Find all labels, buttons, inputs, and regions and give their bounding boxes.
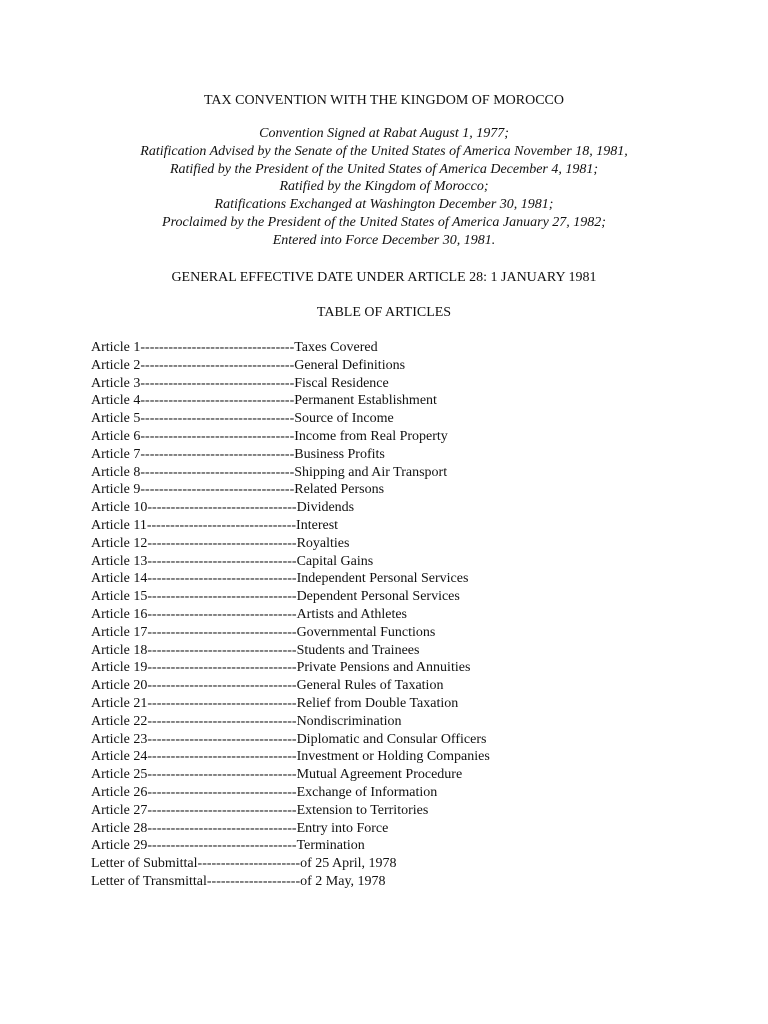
toc-entry	[91, 748, 490, 766]
toc-entry-article: Article 13	[91, 553, 148, 569]
toc-entry-leader: --------------------------------	[147, 767, 297, 783]
toc-entry	[91, 464, 490, 482]
toc-entry-topic: Shipping and Air Transport	[294, 464, 448, 480]
toc-entry-topic: Royalties	[296, 535, 350, 551]
history-line: Ratification Advised by the Senate of the United States of America November 18, 1981,	[140, 143, 628, 159]
toc-entry-topic: Dividends	[296, 500, 355, 516]
toc-entry-leader: ---------------------------------	[140, 411, 295, 427]
toc-entry-article: Article 8	[91, 464, 141, 480]
toc-entry-article: Article 20	[91, 678, 148, 694]
toc-entry-topic: Fiscal Residence	[294, 375, 389, 391]
toc-entry-leader: ---------------------------------	[140, 357, 295, 373]
table-of-articles	[91, 339, 490, 891]
toc-entry-article: Article 11	[91, 517, 147, 533]
toc-entry-leader: --------------------------------	[147, 535, 297, 551]
history-line: Proclaimed by the President of the United States of America January 27, 1982;	[162, 214, 606, 230]
toc-entry	[91, 820, 490, 838]
toc-entry	[91, 855, 490, 873]
toc-entry	[91, 481, 490, 499]
table-of-articles-title: TABLE OF ARTICLES	[316, 305, 452, 320]
toc-entry	[91, 873, 490, 891]
toc-entry	[91, 606, 490, 624]
toc-entry-leader: ---------------------------------	[140, 393, 295, 409]
toc-entry-article: Article 7	[91, 446, 141, 462]
document-title: TAX CONVENTION WITH THE KINGDOM OF MOROCCO	[203, 93, 564, 108]
toc-entry-topic: Diplomatic and Consular Officers	[296, 731, 487, 747]
toc-entry-article: Article 18	[91, 642, 148, 658]
toc-entry-article: Article 6	[91, 428, 141, 444]
toc-entry-topic: Taxes Covered	[294, 340, 378, 355]
toc-entry-article: Article 21	[91, 695, 148, 711]
toc-entry-article: Article 1	[91, 340, 141, 355]
toc-entry	[91, 731, 490, 749]
toc-entry-leader: --------------------------------	[147, 731, 297, 747]
toc-entry-topic: Capital Gains	[296, 553, 374, 569]
toc-entry-topic: Exchange of Information	[296, 784, 438, 800]
toc-entry-article: Letter of Submittal	[91, 856, 198, 872]
toc-entry	[91, 642, 490, 660]
history-line: Convention Signed at Rabat August 1, 1977;	[259, 126, 509, 141]
toc-entry-topic: of 25 April, 1978	[300, 856, 397, 872]
history-line: Entered into Force December 30, 1981.	[272, 232, 496, 248]
toc-entry-topic: Artists and Athletes	[296, 606, 407, 622]
toc-entry-leader: --------------------------------	[147, 624, 297, 640]
toc-entry-topic: Relief from Double Taxation	[296, 695, 459, 711]
toc-entry-article: Article 22	[91, 713, 148, 729]
toc-entry-topic: Dependent Personal Services	[296, 589, 460, 605]
toc-entry-leader: --------------------------------	[147, 553, 297, 569]
toc-entry-leader: --------------------------------	[147, 642, 297, 658]
toc-entry-leader: ---------------------------------	[140, 375, 295, 391]
toc-entry	[91, 428, 490, 446]
toc-entry	[91, 357, 490, 375]
toc-entry-leader: --------------------------------	[147, 695, 297, 711]
toc-entry-article: Article 4	[91, 393, 141, 409]
toc-entry-topic: Independent Personal Services	[296, 571, 469, 587]
toc-entry-topic: Students and Trainees	[296, 642, 420, 658]
toc-entry-article: Article 24	[91, 749, 148, 765]
toc-entry-leader: ---------------------------------	[140, 340, 295, 355]
toc-entry-article: Article 26	[91, 784, 148, 800]
toc-entry	[91, 588, 490, 606]
toc-entry-article: Article 27	[91, 802, 148, 818]
toc-entry-leader: ---------------------------------	[140, 464, 295, 480]
toc-entry	[91, 659, 490, 677]
toc-entry-article: Article 17	[91, 624, 148, 640]
toc-entry-article: Article 10	[91, 500, 148, 516]
toc-entry-leader: ---------------------------------	[140, 428, 295, 444]
toc-entry-leader: --------------------------------	[147, 660, 297, 676]
toc-entry	[91, 837, 490, 855]
toc-entry-topic: Private Pensions and Annuities	[296, 660, 471, 676]
toc-entry	[91, 553, 490, 571]
toc-entry-leader: --------------------------------	[147, 820, 297, 836]
toc-entry-leader: --------------------------------	[147, 571, 297, 587]
toc-entry-topic: Business Profits	[294, 446, 385, 462]
toc-entry-topic: of 2 May, 1978	[300, 873, 386, 889]
toc-entry-topic: Mutual Agreement Procedure	[296, 767, 463, 783]
toc-entry-article: Article 2	[91, 357, 141, 373]
toc-entry	[91, 499, 490, 517]
toc-entry-article: Article 19	[91, 660, 148, 676]
toc-entry-topic: Governmental Functions	[296, 624, 436, 640]
toc-entry	[91, 375, 490, 393]
history-line: Ratified by the Kingdom of Morocco;	[279, 179, 489, 195]
toc-entry-article: Article 3	[91, 375, 141, 391]
toc-entry-topic: Investment or Holding Companies	[296, 749, 490, 765]
toc-entry	[91, 410, 490, 428]
toc-entry-topic: Related Persons	[294, 482, 385, 498]
effective-date: GENERAL EFFECTIVE DATE UNDER ARTICLE 28: 1 JANUARY 1981	[171, 270, 597, 285]
toc-entry-leader: --------------------------------	[147, 838, 297, 854]
toc-entry-article: Article 23	[91, 731, 148, 747]
toc-entry	[91, 802, 490, 820]
toc-entry-leader: --------------------------------	[147, 749, 297, 765]
toc-entry-article: Article 16	[91, 606, 148, 622]
toc-entry-leader: ----------------------	[197, 856, 301, 872]
toc-entry-topic: Source of Income	[294, 411, 394, 427]
toc-entry-leader: --------------------------------	[147, 713, 297, 729]
toc-entry-leader: ---------------------------------	[140, 446, 295, 462]
toc-entry-article: Article 14	[91, 571, 148, 587]
toc-entry-topic: Termination	[296, 838, 365, 854]
history-line: Ratified by the President of the United States of America December 4, 1981;	[169, 161, 599, 177]
toc-entry-leader: --------------------------------	[147, 802, 297, 818]
toc-entry-article: Article 12	[91, 535, 148, 551]
toc-entry	[91, 446, 490, 464]
toc-entry-topic: Extension to Territories	[296, 802, 429, 818]
toc-entry	[91, 535, 490, 553]
toc-entry	[91, 766, 490, 784]
toc-entry-topic: Interest	[296, 517, 339, 533]
toc-entry-article: Article 15	[91, 589, 148, 605]
toc-entry	[91, 713, 490, 731]
toc-entry-leader: --------------------------------	[146, 517, 297, 533]
toc-entry-topic: Entry into Force	[296, 820, 389, 836]
toc-entry-topic: General Rules of Taxation	[296, 678, 444, 694]
toc-entry-leader: --------------------------------	[147, 606, 297, 622]
toc-entry-article: Article 29	[91, 838, 148, 854]
toc-entry-leader: ---------------------------------	[140, 482, 295, 498]
toc-entry-leader: --------------------------------	[147, 589, 297, 605]
toc-entry-topic: Income from Real Property	[294, 428, 448, 444]
toc-entry-leader: --------------------------------	[147, 500, 297, 516]
toc-entry	[91, 339, 490, 357]
toc-entry	[91, 392, 490, 410]
toc-entry-article: Article 28	[91, 820, 148, 836]
ratification-history	[0, 125, 768, 250]
toc-entry-article: Letter of Transmittal	[91, 873, 207, 889]
toc-entry-leader: --------------------------------	[147, 784, 297, 800]
toc-entry-article: Article 25	[91, 767, 148, 783]
toc-entry	[91, 695, 490, 713]
toc-entry-leader: --------------------	[206, 873, 301, 889]
toc-entry-article: Article 9	[91, 482, 141, 498]
toc-entry	[91, 570, 490, 588]
toc-entry	[91, 784, 490, 802]
toc-entry	[91, 677, 490, 695]
toc-entry-topic: Permanent Establishment	[294, 393, 437, 409]
toc-entry-article: Article 5	[91, 411, 141, 427]
history-line: Ratifications Exchanged at Washington December 30, 1981;	[214, 197, 554, 213]
toc-entry-topic: General Definitions	[294, 357, 406, 373]
toc-entry	[91, 517, 490, 535]
toc-entry-leader: --------------------------------	[147, 678, 297, 694]
toc-entry	[91, 624, 490, 642]
toc-entry-topic: Nondiscrimination	[296, 713, 402, 729]
